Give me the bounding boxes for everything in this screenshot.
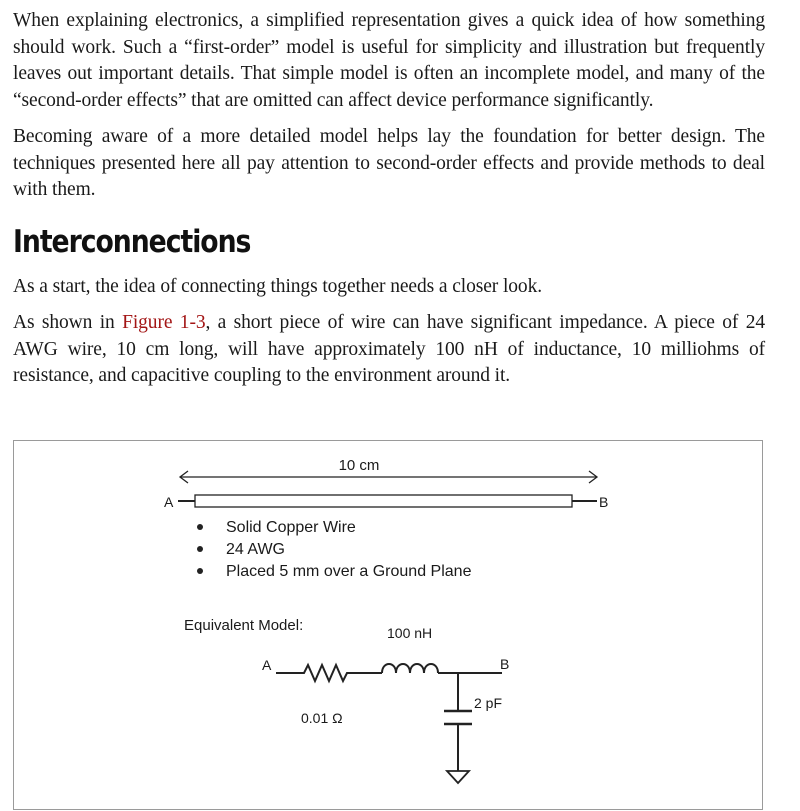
node-b-label: B	[500, 656, 510, 672]
ground-icon	[447, 771, 469, 783]
wire-end-a-label: A	[164, 494, 174, 510]
paragraph-text-after-link: , a short piece of wire can have significant impedance. A piece of 24 AWG wire, 10 cm long, will have approximately 100 nH of inductance, 10 milliohms of resistance, and capacitive coupling to the environment around it.	[13, 312, 766, 386]
bullet-dot	[197, 568, 203, 574]
figure-diagram	[14, 441, 764, 811]
paragraph-first-order: When explaining electronics, a simplified representation gives a quick idea of how something should work. Such a “first-order” model is useful for simplicity and illustration but frequently leaves out important details. That simple model is often an incomplete model, and many of the “second-order effects” that are omitted can affect device performance significantly.	[13, 10, 765, 111]
paragraph-wire-impedance	[13, 310, 765, 390]
node-a-label: A	[262, 657, 272, 673]
inductor-label: 100 nH	[387, 625, 433, 641]
inductor-symbol	[382, 664, 438, 673]
page-content	[13, 8, 765, 400]
capacitor-label: 2 pF	[474, 695, 503, 711]
copper-wire	[195, 495, 572, 507]
length-dimension-arrow	[180, 471, 597, 483]
paragraph-text-before-link: As shown in	[13, 312, 123, 333]
resistor-label: 0.01 Ω	[301, 710, 343, 726]
figure-wire-model	[13, 440, 763, 810]
paragraph-detailed-model: Becoming aware of a more detailed model helps lay the foundation for better design. The techniques presented here all pay attention to second-order effects and provide methods to deal with them.	[13, 126, 765, 200]
bullet-dot	[197, 524, 203, 530]
wire-properties-list	[197, 519, 472, 580]
wire-property-placement: Placed 5 mm over a Ground Plane	[226, 563, 472, 580]
wire-property-gauge: 24 AWG	[226, 541, 285, 558]
length-label: 10 cm	[338, 457, 380, 474]
equivalent-model-title: Equivalent Model:	[184, 617, 304, 634]
paragraph-start: As a start, the idea of connecting things together needs a closer look.	[13, 275, 542, 297]
bullet-dot	[197, 546, 203, 552]
wire-property-material: Solid Copper Wire	[226, 519, 356, 536]
wire-end-b-label: B	[599, 494, 609, 510]
resistor-symbol	[276, 665, 382, 681]
equivalent-circuit	[262, 656, 509, 783]
section-heading: Interconnections	[13, 223, 251, 260]
figure-reference-link[interactable]: Figure 1-3	[122, 312, 206, 333]
